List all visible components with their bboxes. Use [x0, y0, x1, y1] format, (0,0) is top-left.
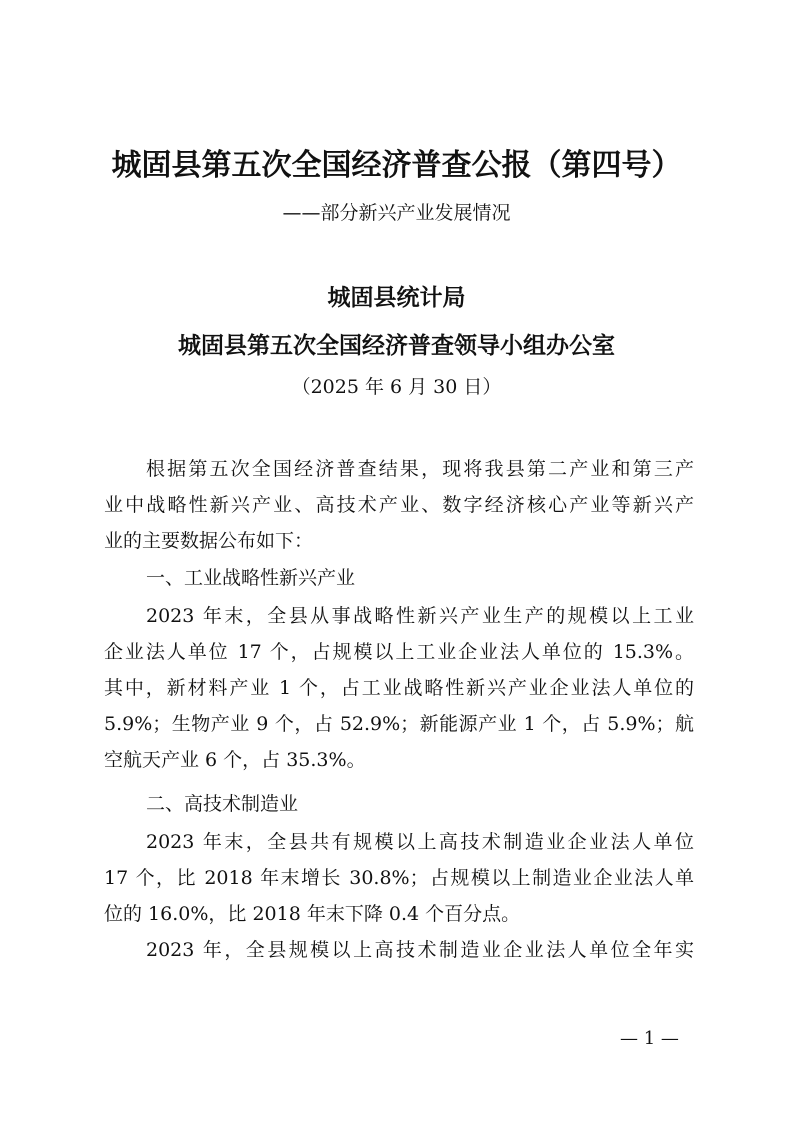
bulletin-subtitle: ——部分新兴产业发展情况 [282, 202, 511, 224]
paragraph-line: 企业法人单位 17 个，占规模以上工业企业法人单位的 15.3%。 [104, 641, 694, 663]
paragraph-line: 5.9%；生物产业 9 个，占 52.9%；新能源产业 1 个，占 5.9%；航 [104, 713, 694, 735]
section-industrial-strategic [104, 558, 694, 778]
paragraph-line: 17 个，比 2018 年末增长 30.8%；占规模以上制造业企业法人单 [104, 867, 694, 889]
section-high-tech-manufacturing [104, 784, 694, 968]
paragraph-line: 位的 16.0%，比 2018 年末下降 0.4 个百分点。 [104, 903, 521, 925]
page-number: — 1 — [620, 1028, 679, 1049]
paragraph-line: 2023 年末，全县共有规模以上高技术制造业企业法人单位 [146, 831, 694, 853]
paragraph-line: 业的主要数据公布如下： [104, 530, 314, 552]
issuer-statistics-bureau: 城固县统计局 [327, 284, 466, 311]
paragraph-line: 空航天产业 6 个，占 35.3%。 [104, 749, 366, 771]
issuer-census-office: 城固县第五次全国经济普查领导小组办公室 [178, 332, 615, 359]
paragraph-line: 其中，新材料产业 1 个，占工业战略性新兴产业企业法人单位的 [104, 677, 694, 699]
paragraph-line: 根据第五次全国经济普查结果，现将我县第二产业和第三产 [146, 458, 694, 480]
paragraph-line: 2023 年，全县规模以上高技术制造业企业法人单位全年实 [146, 939, 694, 961]
paragraph-line: 业中战略性新兴产业、高技术产业、数字经济核心产业等新兴产 [104, 494, 694, 516]
section-heading: 二、高技术制造业 [146, 793, 299, 815]
section-heading: 一、工业战略性新兴产业 [146, 567, 356, 589]
intro-paragraph [104, 451, 694, 559]
bulletin-title: 城固县第五次全国经济普查公报（第四号） [111, 148, 682, 183]
paragraph-line: 2023 年末，全县从事战略性新兴产业生产的规模以上工业 [146, 605, 694, 627]
publication-date: （2025 年 6 月 30 日） [291, 376, 502, 398]
